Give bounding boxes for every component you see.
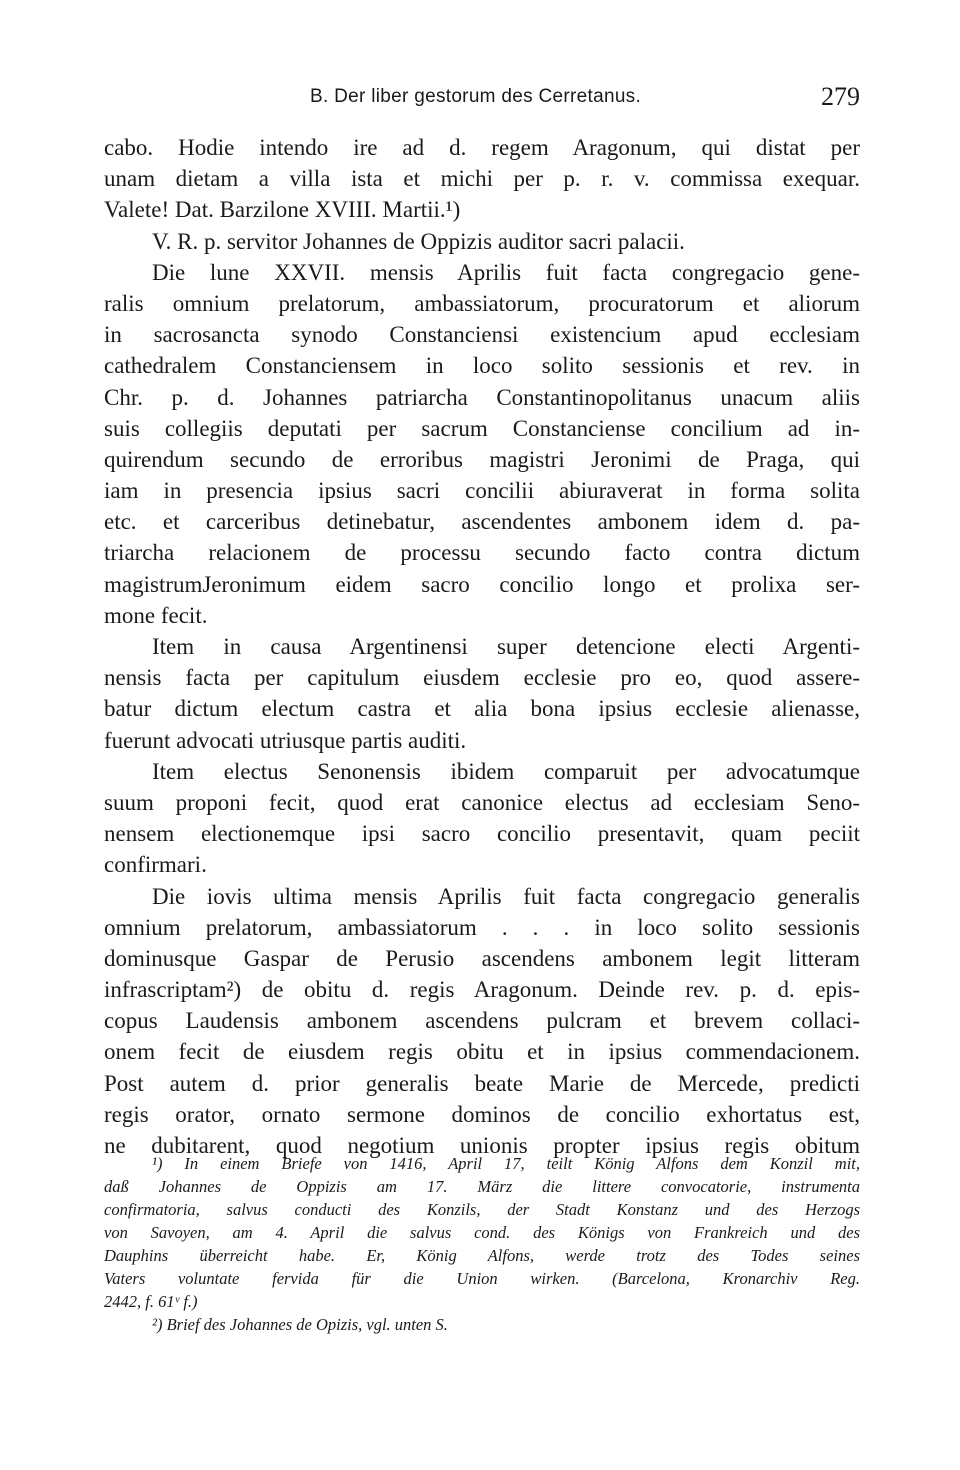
footnote-line: Dauphins überreicht habe. Er, König Alfons, werde trotz des Todes seines — [104, 1246, 860, 1265]
text-line: ralis omnium prelatorum, ambassiatorum, procuratorum et aliorum — [104, 290, 860, 316]
footnote-line: confirmatoria, salvus conducti des Konzils, der Stadt Konstanz und des Herzogs — [104, 1200, 860, 1219]
text-line: infrascriptam²) de obitu d. regis Aragonum. Deinde rev. p. d. epis- — [104, 977, 860, 1003]
running-title: B. Der liber gestorum des Cerretanus. — [310, 86, 642, 107]
text-line: quirendum secundo de erroribus magistri Jeronimi de Praga, qui — [104, 446, 860, 472]
text-line: cathedralem Constanciensem in loco solito sessionis et rev. in — [104, 353, 860, 379]
text-line: omnium prelatorum, ambassiatorum . . . in loco solito sessionis — [104, 914, 860, 940]
text-line: Die lune XXVII. mensis Aprilis fuit facta congregacio gene- — [152, 259, 860, 285]
footnotes — [104, 1152, 860, 1336]
text-line: etc. et carceribus detinebatur, ascendentes ambonem idem d. pa- — [104, 509, 860, 535]
text-line: suis collegiis deputati per sacrum Constanciense concilium ad in- — [104, 415, 860, 441]
running-head — [104, 80, 860, 120]
page-number: 279 — [821, 82, 860, 111]
text-line: Chr. p. d. Johannes patriarcha Constantinopolitanus unacum aliis — [104, 384, 860, 410]
footnote-line: Vaters voluntate fervida für die Union wirken. (Barcelona, Kronarchiv Reg. — [104, 1269, 860, 1288]
text-line: mone fecit. — [104, 602, 208, 628]
text-line: in sacrosancta synodo Constanciensi existencium apud ecclesiam — [104, 322, 860, 348]
text-line: suum proponi fecit, quod erat canonice electus ad ecclesiam Seno- — [104, 789, 860, 815]
text-line: dominusque Gaspar de Perusio ascendens ambonem legit litteram — [104, 945, 860, 971]
text-line: fuerunt advocati utriusque partis auditi. — [104, 727, 467, 753]
text-line: ne dubitarent, quod negotium unionis propter ipsius regis obitum — [104, 1133, 860, 1158]
footnote-line: von Savoyen, am 4. April die salvus cond. des Königs von Frankreich und des — [104, 1223, 860, 1242]
text-line: Item electus Senonensis ibidem comparuit per advocatumque — [152, 758, 860, 784]
text-line: regis orator, ornato sermone dominos de concilio exhortatus est, — [104, 1101, 860, 1127]
footnote-line: ²) Brief des Johannes de Opizis, vgl. unten S. — [152, 1315, 448, 1334]
text-line: copus Laudensis ambonem ascendens pulcram et brevem collaci- — [104, 1008, 860, 1034]
text-line: cabo. Hodie intendo ire ad d. regem Aragonum, qui distat per — [104, 135, 860, 160]
text-line: batur dictum electum castra et alia bona ipsius ecclesie alienasse, — [104, 696, 860, 722]
text-line: Die iovis ultima mensis Aprilis fuit facta congregacio generalis — [152, 883, 860, 909]
text-line: nensis facta per capitulum eiusdem ecclesie pro eo, quod assere- — [104, 665, 860, 691]
main-text — [104, 132, 860, 1161]
footnote-line: 2442, f. 61ᵛ f.) — [104, 1292, 198, 1311]
text-line: V. R. p. servitor Johannes de Oppizis auditor sacri palacii. — [152, 228, 685, 254]
footnote-line: ¹) In einem Briefe von 1416, April 17, teilt König Alfons dem Konzil mit, — [152, 1154, 860, 1173]
text-line: Valete! Dat. Barzilone XVIII. Martii.¹) — [104, 197, 461, 223]
text-line: confirmari. — [104, 852, 207, 878]
text-line: triarcha relacionem de processu secundo facto contra dictum — [104, 540, 860, 566]
text-line: magistrumJeronimum eidem sacro concilio longo et prolixa ser- — [104, 571, 860, 597]
footnote-line: daß Johannes de Oppizis am 17. März die littere convocatorie, instrumenta — [104, 1177, 860, 1196]
text-line: onem fecit de eiusdem regis obitu et in ipsius commendacionem. — [104, 1039, 860, 1065]
text-line: nensem electionemque ipsi sacro concilio presentavit, quam peciit — [104, 821, 860, 847]
text-line: iam in presencia ipsius sacri concilii abiuraverat in forma solita — [104, 478, 860, 504]
text-line: unam dietam a villa ista et michi per p. r. v. commissa exequar. — [104, 166, 860, 192]
text-line: Post autem d. prior generalis beate Marie de Mercede, predicti — [104, 1070, 860, 1096]
text-line: Item in causa Argentinensi super detencione electi Argenti- — [152, 634, 860, 659]
